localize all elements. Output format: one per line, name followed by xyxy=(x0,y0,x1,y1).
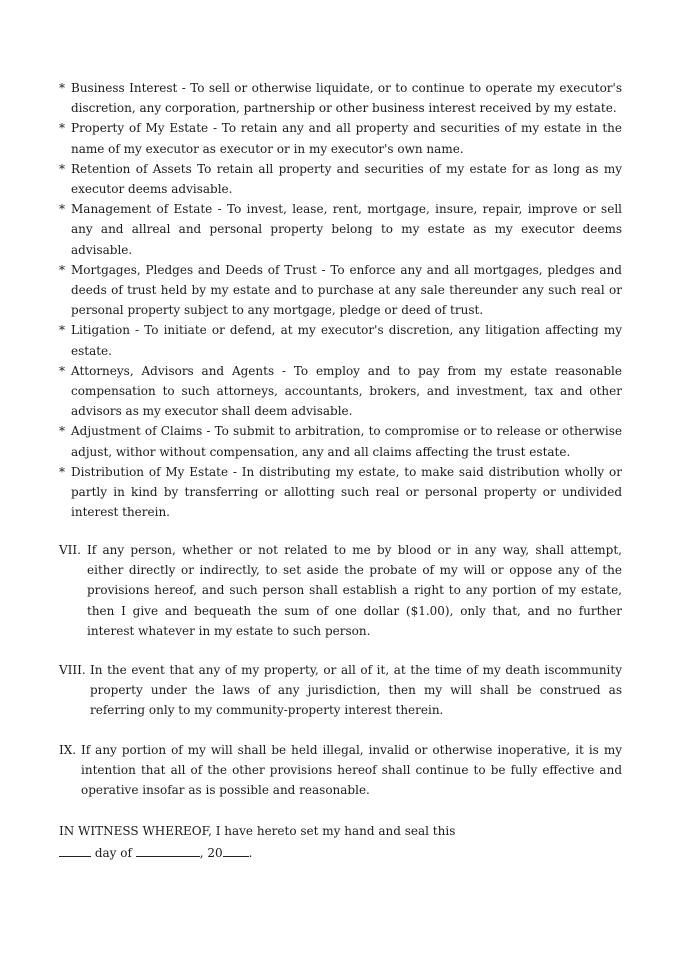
bullet-symbol: * xyxy=(59,262,65,277)
list-item-text: Retention of Assets To retain all property and securities of my estate for as long as my executor deems advisable. xyxy=(71,161,622,197)
day-of-label: day of xyxy=(94,846,132,860)
list-item xyxy=(59,462,622,523)
list-item-text: Management of Estate - To invest, lease, rent, mortgage, insure, repair, improve or sell any and allreal and personal property belong to my estate as my executor deems advisable. xyxy=(71,202,622,257)
list-item-text: Business Interest - To sell or otherwise liquidate, or to continue to operate my executor's discretion, any corporation, partnership or other business interest received by my estate. xyxy=(71,81,622,116)
bullet-symbol: * xyxy=(59,81,65,95)
bullet-symbol: * xyxy=(59,323,65,338)
bullet-symbol: * xyxy=(59,121,65,136)
bullet-symbol: * xyxy=(59,161,65,176)
year-blank[interactable] xyxy=(223,844,249,857)
list-item-text: Distribution of My Estate - In distributing my estate, to make said distribution wholly or partly in kind by transferring or allotting such real or personal property or undivided interest therein. xyxy=(71,464,622,520)
month-blank[interactable] xyxy=(136,844,200,857)
list-item xyxy=(59,260,622,321)
list-item-text: Property of My Estate - To retain any and all property and securities of my estate in the name of my executor as executor or in my executor's own name. xyxy=(71,121,622,156)
list-item-text: Adjustment of Claims - To submit to arbitration, to compromise or to release or otherwise adjust, withor without compensation, any and all claims affecting the trust estate. xyxy=(71,424,622,459)
witness-clause xyxy=(59,820,622,864)
period: . xyxy=(248,846,253,860)
bullet-symbol: * xyxy=(59,464,65,479)
list-item xyxy=(59,159,622,199)
article-text: In the event that any of my property, or all of it, at the time of my death iscommunity property under the laws of any jurisdiction, then my will shall be construed as referring only to my community-property interest therein. xyxy=(90,663,622,718)
list-item-text: Mortgages, Pledges and Deeds of Trust - To enforce any and all mortgages, pledges and deeds of trust held by my estate and to purchase at any sale thereunder any such real or personal property subject to any mortgage, pledge or deed of trust. xyxy=(71,262,622,318)
executor-powers-list xyxy=(59,78,622,522)
article-number: VIII. xyxy=(59,663,86,677)
list-item-text: Attorneys, Advisors and Agents - To employ and to pay from my estate reasonable compensation to such attorneys, accountants, brokers, and investment, tax and other advisors as my executor shall deem advisable. xyxy=(71,363,622,419)
witness-line: IN WITNESS WHEREOF, I have hereto set my hand and seal this xyxy=(59,824,456,838)
article-number: IX. xyxy=(59,743,77,757)
list-item xyxy=(59,320,622,360)
bullet-symbol: * xyxy=(59,424,65,439)
article-ix xyxy=(59,740,622,801)
article-number: VII. xyxy=(59,543,81,557)
list-item xyxy=(59,78,622,118)
list-item xyxy=(59,118,622,158)
article-viii xyxy=(59,660,622,721)
date-line xyxy=(59,842,622,864)
day-blank[interactable] xyxy=(59,844,91,857)
list-item xyxy=(59,199,622,260)
article-text: If any portion of my will shall be held illegal, invalid or otherwise inoperative, it is my intention that all of the other provisions hereof shall continue to be fully effective and operative insofar as is possible and reasonable. xyxy=(81,743,622,798)
bullet-symbol: * xyxy=(59,202,65,217)
bullet-symbol: * xyxy=(59,363,65,378)
article-vii xyxy=(59,540,622,641)
list-item-text: Litigation - To initiate or defend, at my executor's discretion, any litigation affecting my estate. xyxy=(71,323,622,358)
list-item xyxy=(59,421,622,461)
article-text: If any person, whether or not related to me by blood or in any way, shall attempt, either directly or indirectly, to set aside the probate of my will or oppose any of the provisions hereof, and such person shall establish a right to any portion of my estate, then I give and bequeath the sum of one dollar ($1.00), only that, and no further interest whatever in my estate to such person. xyxy=(87,543,622,638)
list-item xyxy=(59,361,622,422)
year-prefix: , 20 xyxy=(199,846,223,860)
